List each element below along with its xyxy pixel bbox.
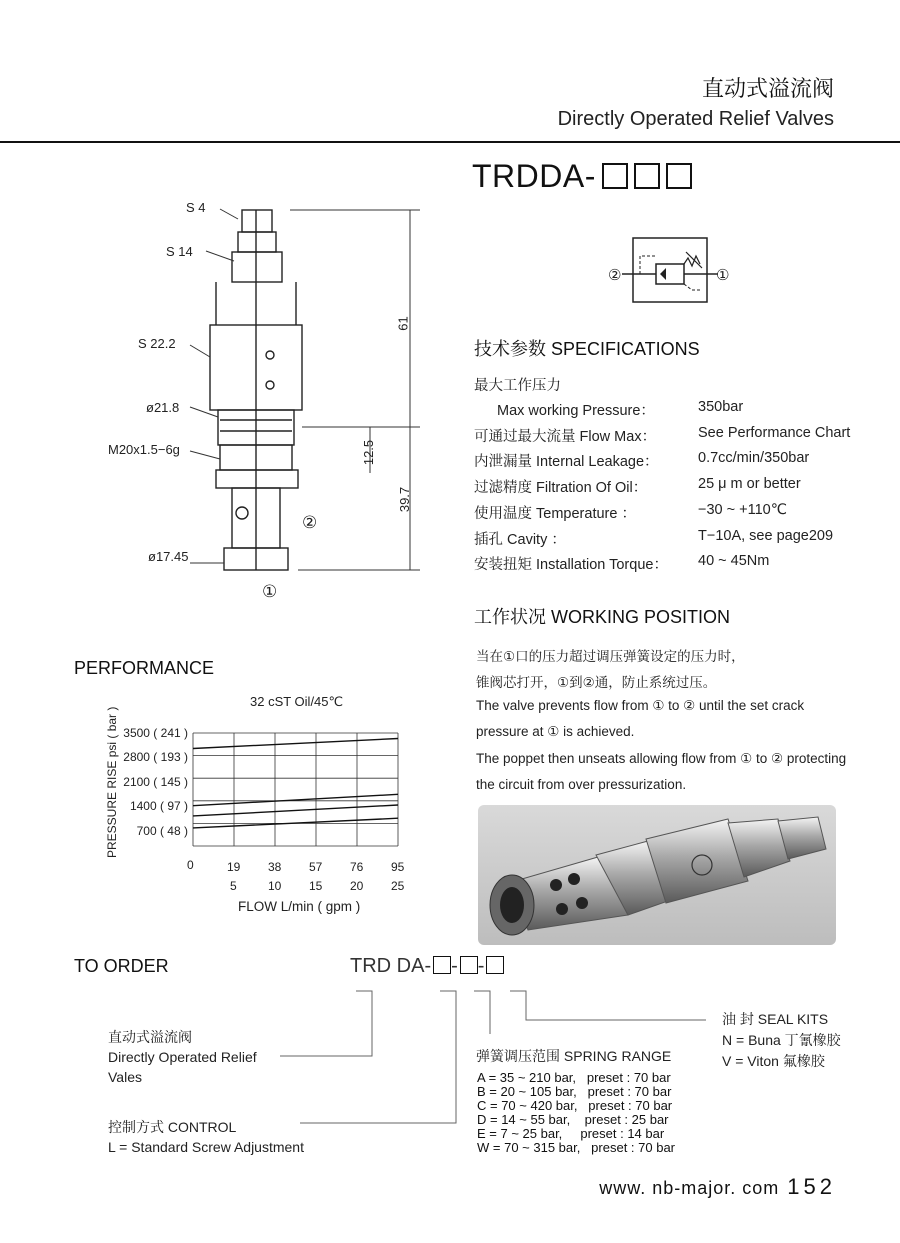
spec-label: 使用温度 Temperature ： (474, 506, 636, 522)
dim-s14: S 14 (166, 244, 193, 259)
dim-d21: ø21.8 (146, 400, 180, 415)
drawing-port-1: ① (262, 582, 278, 601)
working-line: the circuit from over pressurization. (476, 777, 687, 792)
y-tick-label: 700 ( 48 ) (136, 824, 188, 838)
order-sep: - (477, 955, 485, 977)
x-gpm-label: 15 (309, 879, 323, 893)
x-lpm-label: 19 (227, 860, 241, 874)
dim-thread: M20x1.5−6g (108, 442, 180, 457)
performance-title: PERFORMANCE (74, 658, 215, 678)
order-code-prefix: TRD DA- (350, 955, 432, 977)
spring-row: E = 7 ~ 25 bar, preset : 14 bar (477, 1126, 665, 1141)
footer-url: www. nb-major. com (599, 1178, 780, 1198)
x-gpm-label: 10 (268, 879, 282, 893)
model-name: TRDDA- (472, 158, 596, 194)
working-line: 锥阀芯打开，①到②通，防止系统过压。 (476, 675, 717, 690)
x-gpm-label: 25 (391, 879, 405, 893)
header-title-cn: 直动式溢流阀 (701, 76, 834, 101)
symbol-port-2: ② (608, 267, 622, 284)
dim-61: 61 (395, 316, 411, 331)
spec-label: 可通过最大流量 Flow Max： (474, 429, 657, 445)
order-title: TO ORDER (74, 956, 169, 976)
y-tick-label: 2100 ( 145 ) (123, 775, 188, 789)
spec-label: 过滤精度 Filtration Of Oil： (474, 480, 648, 496)
x-lpm-label: 38 (268, 860, 282, 874)
spec-label: Max working Pressure： (497, 403, 655, 419)
dim-39: 39.7 (397, 486, 413, 513)
x-lpm-label: 57 (309, 860, 323, 874)
order-desc-en2: Vales (108, 1069, 142, 1085)
y-tick-label: 1400 ( 97 ) (129, 799, 188, 813)
spec-value: T−10A, see page209 (698, 528, 834, 544)
spec-value: See Performance Chart (698, 425, 851, 441)
spec-value: 25 μ m or better (698, 476, 801, 492)
page-number: 152 (787, 1174, 836, 1199)
spring-row: A = 35 ~ 210 bar, preset : 70 bar (477, 1070, 671, 1085)
dim-12: 12.5 (361, 439, 377, 466)
x-lpm-label: 76 (350, 860, 364, 874)
spec-value: 350bar (698, 399, 744, 415)
symbol-port-1: ① (716, 267, 730, 284)
spring-row: B = 20 ~ 105 bar, preset : 70 bar (477, 1084, 672, 1099)
dim-s4: S 4 (186, 200, 206, 215)
order-desc-en: Directly Operated Relief (108, 1049, 257, 1065)
spring-row: D = 14 ~ 55 bar, preset : 25 bar (477, 1112, 669, 1127)
spec-value: 0.7cc/min/350bar (698, 450, 810, 466)
seal-row: N = Buna 丁氰橡胶 (722, 1032, 841, 1048)
control-title: 控制方式 CONTROL (108, 1119, 237, 1135)
specs-title: 技术参数 SPECIFICATIONS (474, 339, 700, 359)
spec-label: 内泄漏量 Internal Leakage： (474, 454, 659, 470)
x-origin-label: 0 (187, 858, 194, 872)
seal-row: V = Viton 氟橡胶 (722, 1053, 825, 1069)
dim-s22: S 22.2 (138, 336, 176, 351)
footer (599, 1174, 836, 1200)
drawing-port-2: ② (302, 513, 318, 532)
spec-max-cn: 最大工作压力 (474, 378, 561, 394)
spec-label: 插孔 Cavity ： (474, 532, 566, 548)
y-tick-label: 3500 ( 241 ) (123, 726, 188, 740)
spring-row: W = 70 ~ 315 bar, preset : 70 bar (477, 1140, 676, 1155)
header-title-en: Directly Operated Relief Valves (557, 108, 834, 130)
spring-title: 弹簧调压范围 SPRING RANGE (476, 1048, 672, 1064)
working-line: The poppet then unseats allowing flow from ① to ② protecting (476, 751, 847, 766)
control-value: L = Standard Screw Adjustment (108, 1139, 304, 1155)
order-desc-cn: 直动式溢流阀 (108, 1029, 192, 1045)
spring-row: C = 70 ~ 420 bar, preset : 70 bar (477, 1098, 673, 1113)
order-sep: - (451, 955, 458, 977)
spec-value: 40 ~ 45Nm (698, 553, 770, 569)
dim-d17: ø17.45 (148, 549, 189, 564)
working-line: 当在①口的压力超过调压弹簧设定的压力时， (476, 649, 745, 664)
x-lpm-label: 95 (391, 860, 405, 874)
x-gpm-label: 20 (350, 879, 364, 893)
working-line: The valve prevents flow from ① to ② until the set crack (476, 698, 805, 713)
working-line: pressure at ① is achieved. (476, 724, 635, 739)
chart-ylabel: PRESSURE RISE psi ( bar ) (105, 706, 119, 858)
spec-value: −30 ~ +110℃ (698, 502, 787, 518)
working-title: 工作状况 WORKING POSITION (474, 607, 731, 627)
chart-subtitle: 32 cST Oil/45℃ (250, 694, 344, 709)
chart-xlabel: FLOW L/min ( gpm ) (238, 899, 361, 914)
spec-label: 安装扭矩 Installation Torque： (474, 557, 668, 573)
y-tick-label: 2800 ( 193 ) (123, 750, 188, 764)
seal-title: 油 封 SEAL KITS (722, 1011, 829, 1027)
x-gpm-label: 5 (230, 879, 237, 893)
